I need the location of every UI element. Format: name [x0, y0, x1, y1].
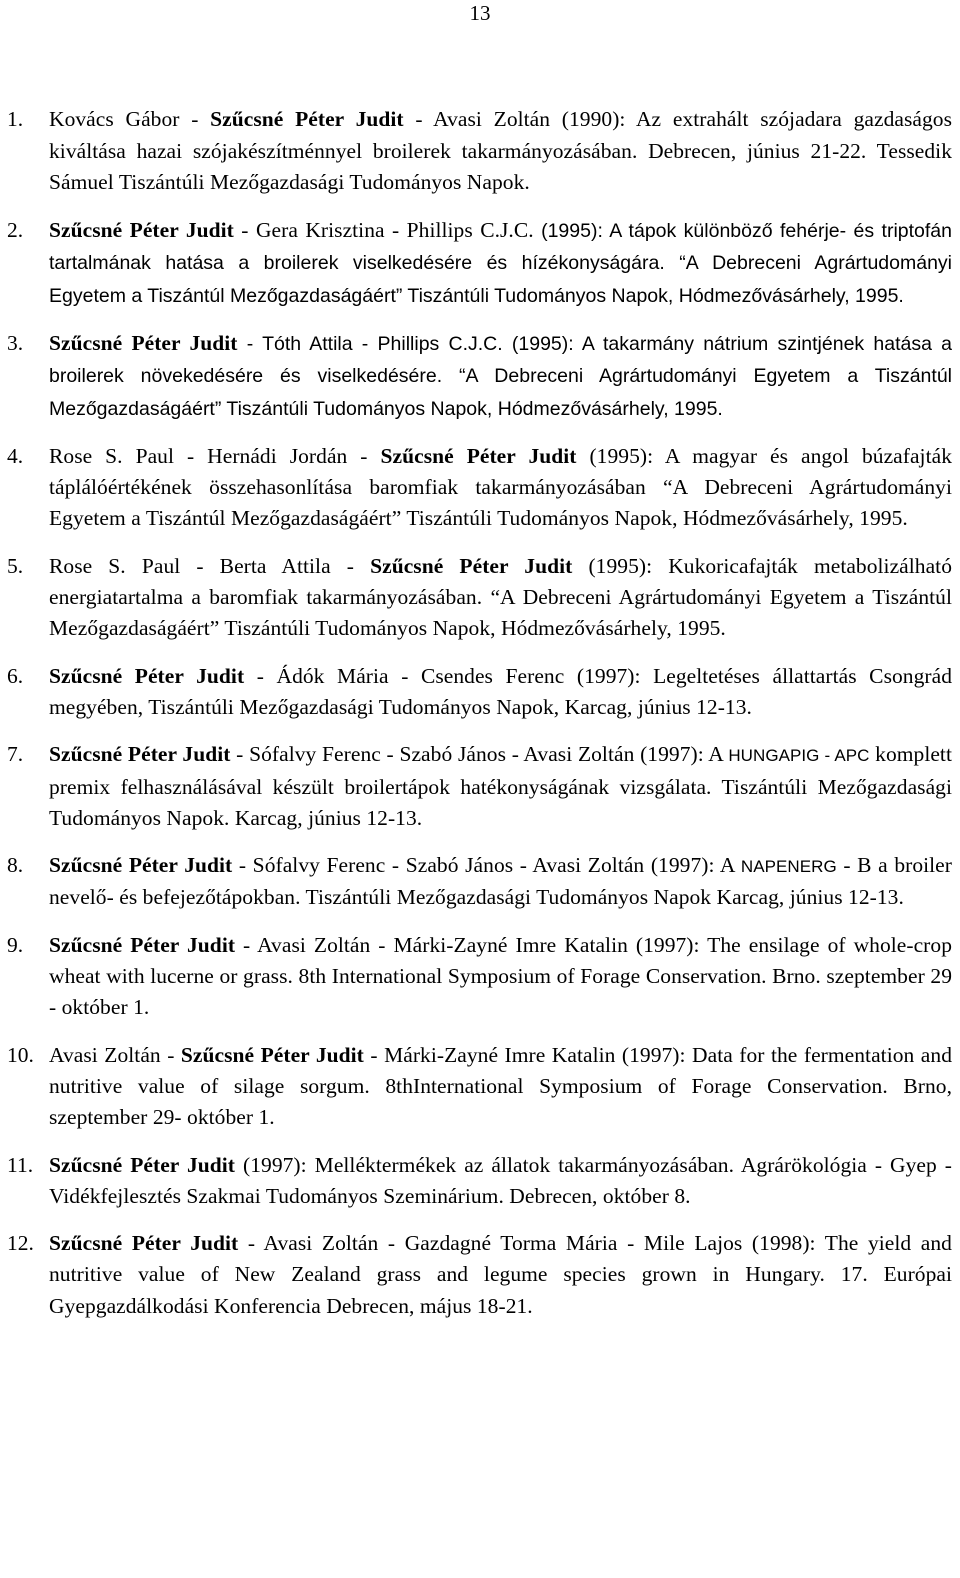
- reference-text: [49, 215, 952, 313]
- reference-number: 5.: [7, 553, 24, 578]
- reference-item: [0, 1040, 960, 1134]
- reference-item: [0, 739, 960, 834]
- reference-text: [49, 739, 952, 834]
- reference-list: [0, 104, 960, 1338]
- reference-text: [49, 104, 952, 199]
- reference-text: [49, 328, 952, 425]
- author-highlight: Szűcsné Péter Judit: [180, 1042, 364, 1067]
- reference-segment: HUNGAPIG - APC: [728, 746, 870, 766]
- reference-number: 2.: [7, 217, 24, 242]
- reference-number: 6.: [7, 663, 24, 688]
- reference-text: [49, 1228, 952, 1322]
- reference-item: [0, 551, 960, 645]
- reference-segment: (1995): Kukoricafajták metabolizálható energiatartalma a baromfiak takarmányozásában. “A Debreceni Agrártudományi Egyetem a Tiszántúl Mezőgazdaságáért” Tiszántúli Tudományos Napok, Hódmezővásárhely, 1995.: [49, 553, 953, 641]
- reference-number: 11.: [7, 1152, 34, 1177]
- reference-item: [0, 930, 960, 1024]
- author-highlight: Szűcsné Péter Judit: [49, 663, 245, 688]
- author-highlight: Szűcsné Péter Judit: [49, 1152, 236, 1177]
- reference-segment: Avasi Zoltán -: [49, 1042, 181, 1067]
- reference-number: 10.: [7, 1042, 34, 1067]
- reference-segment: - Avasi Zoltán - Márki-Zayné Imre Katalin (1997): The ensilage of whole-crop wheat with lucerne or grass. 8th International Symposium of Forage Conservation. Brno. szeptember 29 - október 1.: [49, 932, 952, 1020]
- reference-item: [0, 104, 960, 199]
- reference-number: 1.: [7, 107, 24, 131]
- author-highlight: Szűcsné Péter Judit: [210, 107, 404, 131]
- reference-segment: - Tóth Attila - Phillips C.J.C. (1995): A takarmány nátrium szintjének hatása a broilerek növekedésére és viselkedésére. “A Debreceni Agrártudományi Egyetem a Tiszántúl Mezőgazdaságáért” Tiszántúli Tudományos Napok, Hódmezővásárhely, 1995.: [49, 333, 952, 420]
- author-highlight: Szűcsné Péter Judit: [49, 331, 238, 355]
- reference-segment: - B a broiler nevelő- és befejezőtápokban. Tiszántúli Mezőgazdasági Tudományos Napok Karcag, június 12-13.: [49, 853, 952, 910]
- reference-number: 9.: [7, 932, 24, 957]
- reference-text: [49, 930, 952, 1024]
- reference-segment: Rose S. Paul - Berta Attila -: [49, 553, 371, 578]
- reference-segment: (1995): A magyar és angol búzafajták táplálóértékének összehasonlítása baromfiak takarmányozásában “A Debreceni Agrártudományi Egyetem a Tiszántúl Mezőgazdaságáért” Tiszántúli Tudományos Napok, Hódmezővásárhely, 1995.: [49, 443, 952, 531]
- reference-number: 12.: [7, 1231, 34, 1256]
- reference-segment: - Avasi Zoltán - Gazdagné Torma Mária - Mile Lajos (1998): The yield and nutritive value of New Zealand grass and legume species grown in Hungary. 17. Európai Gyepgazdálkodási Konferencia Debrecen, május 18-21.: [49, 1231, 952, 1318]
- reference-text: [49, 850, 952, 914]
- reference-item: [0, 1150, 960, 1213]
- reference-item: [0, 1228, 960, 1322]
- reference-text: [49, 551, 952, 645]
- reference-number: 4.: [7, 443, 24, 468]
- reference-item: [0, 441, 960, 535]
- reference-number: 8.: [7, 853, 24, 878]
- reference-number: 3.: [7, 331, 24, 355]
- reference-segment: - Sófalvy Ferenc - Szabó János - Avasi Zoltán (1997): A: [230, 742, 729, 767]
- author-highlight: Szűcsné Péter Judit: [49, 932, 236, 957]
- reference-segment: Rose S. Paul - Hernádi Jordán -: [49, 443, 381, 468]
- reference-text: [49, 1040, 952, 1134]
- author-highlight: Szűcsné Péter Judit: [49, 742, 231, 767]
- author-highlight: Szűcsné Péter Judit: [49, 1231, 239, 1256]
- reference-segment: - Sófalvy Ferenc - Szabó János - Avasi Zoltán (1997): A: [232, 853, 741, 878]
- reference-number: 7.: [7, 742, 24, 767]
- reference-item: [0, 328, 960, 425]
- reference-item: [0, 661, 960, 724]
- author-highlight: Szűcsné Péter Judit: [49, 217, 234, 242]
- reference-segment: - Márki-Zayné Imre Katalin (1997): Data for the fermentation and nutritive value of silage sorgum. 8thInternational Symposium of Forage Conservation. Brno, szeptember 29- október 1.: [49, 1042, 952, 1130]
- page-number: 13: [469, 1, 491, 25]
- author-highlight: Szűcsné Péter Judit: [380, 443, 577, 468]
- author-highlight: Szűcsné Péter Judit: [370, 553, 573, 578]
- reference-text: [49, 661, 952, 724]
- reference-text: [49, 1150, 952, 1213]
- author-highlight: Szűcsné Péter Judit: [49, 853, 233, 878]
- reference-segment: Kovács Gábor -: [49, 107, 211, 131]
- reference-segment: NAPENERG: [740, 857, 837, 877]
- reference-item: [0, 850, 960, 914]
- reference-segment: (1995): A tápok különböző fehérje- és triptofán tartalmának hatása a broilerek viselkedésére és hízékonyságára. “A Debreceni Agrártudományi Egyetem a Tiszántúl Mezőgazdaságáért” Tiszántúli Tudományos Napok, Hódmezővásárhely, 1995.: [49, 219, 952, 307]
- reference-text: [49, 441, 952, 535]
- reference-item: [0, 215, 960, 313]
- reference-segment: - Avasi Zoltán (1990): Az extrahált szójadara gazdaságos kiváltása hazai szójakészítménnyel broilerek takarmányozásában. Debrecen, június 21-22. Tessedik Sámuel Tiszántúli Mezőgazdasági Tudományos Napok.: [49, 107, 952, 194]
- reference-segment: - Gera Krisztina - Phillips C.J.C.: [233, 217, 542, 242]
- reference-segment: - Ádók Mária - Csendes Ferenc (1997): Legeltetéses állattartás Csongrád megyében, Tiszántúli Mezőgazdasági Tudományos Napok, Karcag, június 12-13.: [49, 663, 952, 719]
- reference-segment: komplett premix felhasználásával készült broilertápok hatékonyságának vizsgálata. Tiszántúli Mezőgazdasági Tudományos Napok. Karcag, június 12-13.: [49, 742, 952, 830]
- reference-segment: (1997): Melléktermékek az állatok takarmányozásában. Agrárökológia - Gyep - Vidékfejlesztés Szakmai Tudományos Szeminárium. Debrecen, október 8.: [49, 1152, 953, 1208]
